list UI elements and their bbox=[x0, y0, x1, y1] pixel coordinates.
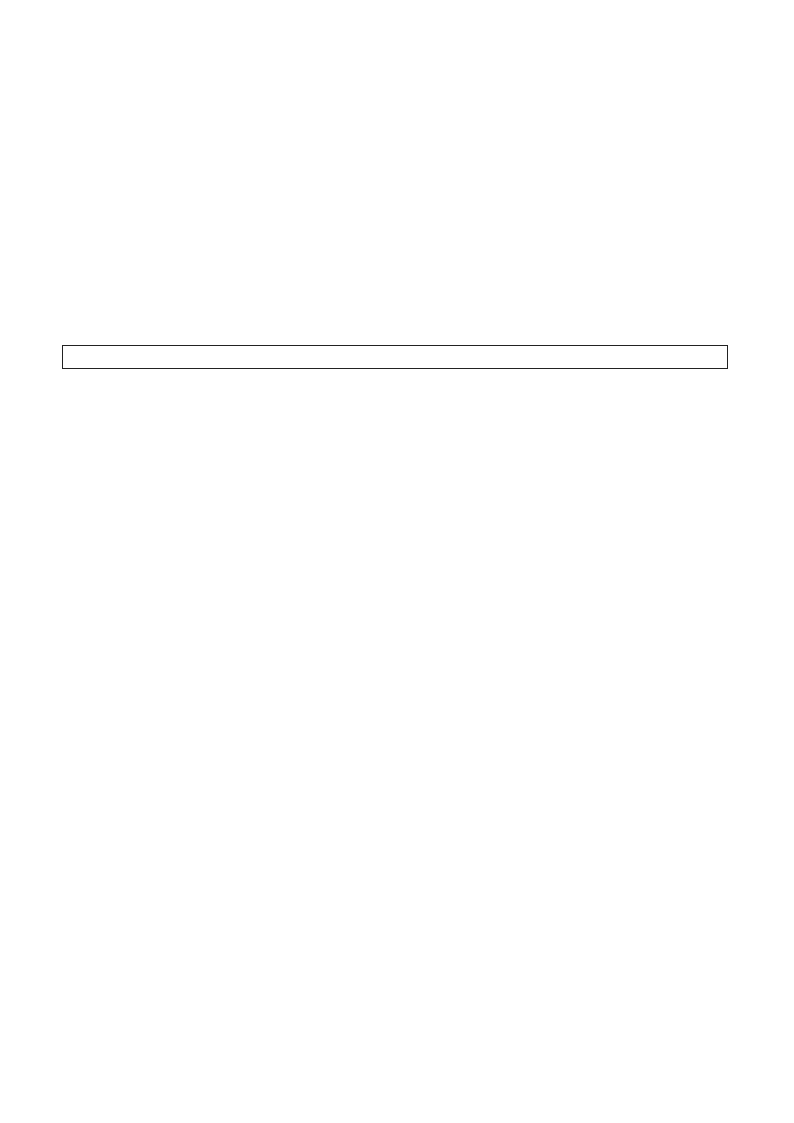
word-bank-box bbox=[62, 345, 728, 369]
